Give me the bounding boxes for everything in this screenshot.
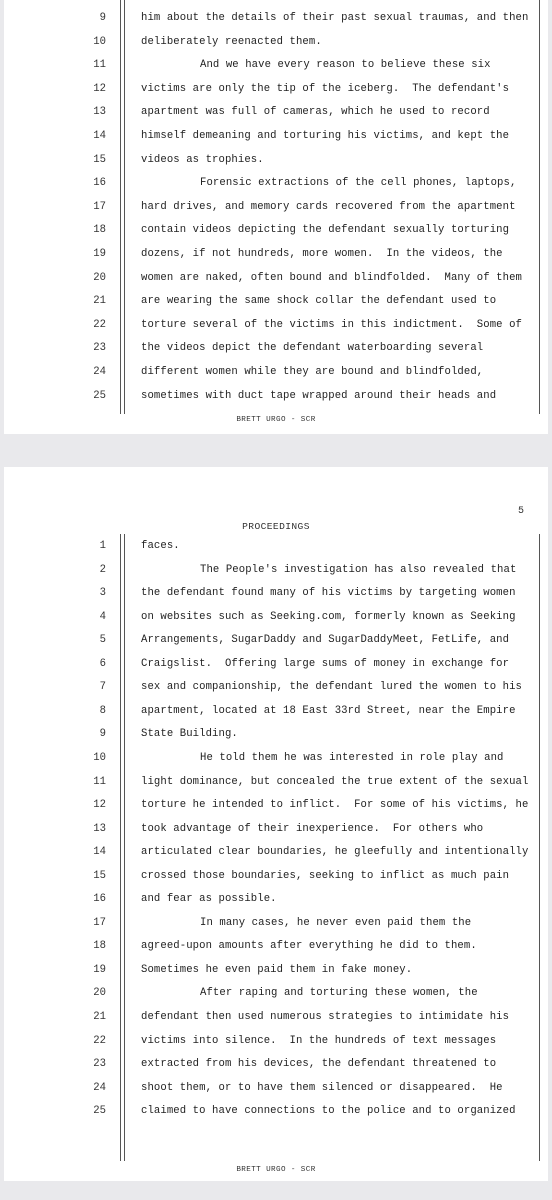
transcript-line (4, 794, 548, 816)
line-text: The People's investigation has also revealed that (200, 563, 517, 576)
transcript-line (4, 841, 548, 863)
transcript-line (4, 676, 548, 698)
line-number: 25 (93, 389, 106, 402)
line-text: He told them he was interested in role play and (200, 751, 504, 764)
transcript-line (4, 101, 548, 123)
transcript-line (4, 653, 548, 675)
transcript-line (4, 982, 548, 1004)
transcript-line (4, 125, 548, 147)
transcript-line (4, 337, 548, 359)
line-number: 17 (93, 916, 106, 929)
transcript-page-5 (4, 467, 548, 1181)
line-number: 20 (93, 987, 106, 1000)
transcript-line (4, 582, 548, 604)
transcript-line (4, 888, 548, 910)
transcript-line (4, 771, 548, 793)
line-text: Arrangements, SugarDaddy and SugarDaddyMeet, FetLife, and (141, 634, 510, 647)
line-text: In many cases, he never even paid them the (200, 916, 472, 929)
transcript-line (4, 31, 548, 53)
line-text: hard drives, and memory cards recovered from the apartment (141, 200, 516, 213)
transcript-line (4, 1100, 548, 1122)
line-number: 5 (99, 634, 106, 647)
line-number: 15 (93, 869, 106, 882)
line-text: shoot them, or to have them silenced or disappeared. He (141, 1081, 503, 1094)
line-text: victims are only the tip of the iceberg. The defendant's (141, 82, 510, 95)
transcript-page-top (4, 0, 548, 434)
line-text: Sometimes he even paid them in fake money. (141, 963, 413, 976)
line-text: agreed-upon amounts after everything he did to them. (141, 940, 477, 953)
transcript-line (4, 606, 548, 628)
line-number: 14 (93, 130, 106, 142)
line-number: 8 (99, 704, 106, 717)
line-number: 23 (93, 1058, 106, 1071)
line-text: the defendant found many of his victims by targeting women (141, 587, 516, 600)
transcript-line (4, 267, 548, 289)
line-number: 21 (93, 295, 106, 308)
line-text: contain videos depicting the defendant sexually torturing (141, 224, 510, 237)
line-number: 24 (93, 366, 106, 378)
line-text: victims into silence. In the hundreds of text messages (141, 1034, 497, 1047)
line-number: 18 (93, 224, 106, 237)
line-number: 15 (93, 153, 106, 166)
line-number: 19 (93, 248, 106, 260)
transcript-line (4, 290, 548, 312)
line-text: him about the details of their past sexual traumas, and then (141, 12, 529, 24)
line-text: women are naked, often bound and blindfolded. Many of them (141, 271, 522, 284)
line-number: 22 (93, 1034, 106, 1047)
line-number: 2 (99, 563, 106, 576)
line-number: 22 (93, 318, 106, 331)
page-header: PROCEEDINGS (242, 521, 310, 532)
transcript-line (4, 700, 548, 722)
line-text: took advantage of their inexperience. For others who (141, 822, 484, 835)
line-text: After raping and torturing these women, the (200, 987, 478, 1000)
transcript-line (4, 935, 548, 957)
line-text: videos as trophies. (141, 153, 264, 166)
line-number: 19 (93, 963, 106, 976)
line-number: 16 (93, 893, 106, 906)
transcript-line (4, 1006, 548, 1028)
transcript-line (4, 219, 548, 241)
line-text: defendant then used numerous strategies to intimidate his (141, 1011, 510, 1023)
line-text: sex and companionship, the defendant lured the women to his (141, 681, 522, 694)
transcript-line (4, 1030, 548, 1052)
transcript-line (4, 314, 548, 336)
line-text: Craigslist. Offering large sums of money in exchange for (141, 657, 510, 670)
transcript-line (4, 1077, 548, 1099)
transcript-line (4, 78, 548, 100)
transcript-line (4, 959, 548, 981)
line-text: extracted from his devices, the defendant threatened to (141, 1058, 497, 1071)
line-text: State Building. (141, 728, 238, 741)
line-number: 10 (93, 751, 106, 764)
transcript-line (4, 243, 548, 265)
line-text: deliberately reenacted them. (141, 35, 322, 48)
transcript-line (4, 723, 548, 745)
line-text: and fear as possible. (141, 893, 277, 906)
line-text: on websites such as Seeking.com, formerly known as Seeking (141, 610, 516, 623)
page-footer: BRETT URGO - SCR (236, 1166, 316, 1174)
line-text: are wearing the same shock collar the defendant used to (141, 295, 497, 308)
line-text: torture several of the victims in this indictment. Some of (141, 318, 522, 331)
line-number: 9 (99, 12, 106, 24)
line-number: 6 (99, 657, 106, 670)
transcript-line (4, 149, 548, 171)
line-text: apartment was full of cameras, which he used to record (141, 106, 490, 119)
line-text: apartment, located at 18 East 33rd Street, near the Empire (141, 704, 516, 717)
line-text: articulated clear boundaries, he gleefully and intentionally (141, 846, 529, 859)
line-text: himself demeaning and torturing his victims, and kept the (141, 130, 510, 142)
line-text: different women while they are bound and blindfolded, (141, 366, 484, 378)
line-number: 13 (93, 106, 106, 119)
line-number: 7 (99, 681, 106, 694)
line-number: 16 (93, 177, 106, 190)
transcript-line (4, 747, 548, 769)
line-number: 11 (93, 775, 106, 788)
line-text: light dominance, but concealed the true extent of the sexual (141, 775, 529, 788)
line-number: 12 (93, 799, 106, 812)
line-number: 17 (93, 200, 106, 213)
line-number: 21 (93, 1011, 106, 1023)
line-number: 4 (99, 610, 106, 623)
transcript-line (4, 172, 548, 194)
line-number: 25 (93, 1105, 106, 1118)
line-number: 24 (93, 1081, 106, 1094)
transcript-line (4, 535, 548, 557)
transcript-line (4, 818, 548, 840)
line-number: 9 (99, 728, 106, 741)
transcript-line (4, 629, 548, 651)
transcript-line (4, 361, 548, 383)
line-text: And we have every reason to believe these six (200, 59, 491, 72)
line-number: 10 (93, 35, 106, 48)
transcript-line (4, 7, 548, 29)
line-text: torture he intended to inflict. For some of his victims, he (141, 799, 529, 812)
page-number: 5 (517, 506, 524, 517)
line-text: Forensic extractions of the cell phones, laptops, (200, 177, 517, 190)
line-text: crossed those boundaries, seeking to inflict as much pain (141, 869, 510, 882)
line-text: claimed to have connections to the police and to organized (141, 1105, 516, 1118)
transcript-line (4, 1053, 548, 1075)
line-number: 18 (93, 940, 106, 953)
line-text: dozens, if not hundreds, more women. In the videos, the (141, 248, 503, 260)
transcript-line (4, 559, 548, 581)
line-number: 11 (93, 59, 106, 72)
line-number: 12 (93, 82, 106, 95)
line-text: sometimes with duct tape wrapped around their heads and (141, 389, 497, 402)
line-number: 14 (93, 846, 106, 859)
line-text: the videos depict the defendant waterboarding several (141, 342, 484, 355)
transcript-line (4, 54, 548, 76)
transcript-line (4, 196, 548, 218)
line-text: faces. (141, 540, 180, 552)
line-number: 13 (93, 822, 106, 835)
transcript-line (4, 865, 548, 887)
line-number: 3 (99, 587, 106, 600)
line-number: 1 (99, 540, 106, 552)
transcript-line (4, 912, 548, 934)
page-footer: BRETT URGO - SCR (236, 416, 316, 424)
transcript-line (4, 385, 548, 407)
line-number: 20 (93, 271, 106, 284)
line-number: 23 (93, 342, 106, 355)
